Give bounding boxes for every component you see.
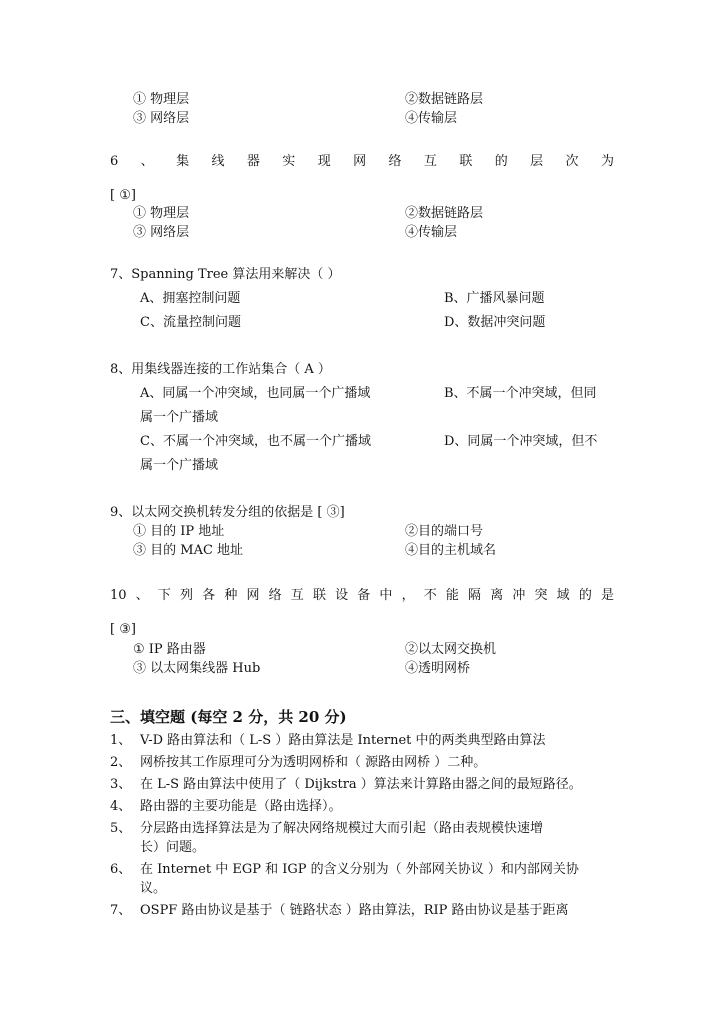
q6-stem-char: 为 bbox=[600, 154, 614, 169]
q6-stem-char: 集 bbox=[176, 154, 190, 169]
q6-option-1: ① 物理层 bbox=[133, 206, 190, 221]
q6-stem-char: 联 bbox=[459, 154, 473, 169]
q6-stem-char: 的 bbox=[494, 154, 508, 169]
q6-stem-char: 实 bbox=[282, 154, 296, 169]
q6-stem-char: 现 bbox=[317, 154, 331, 169]
q10-stem-char: 、 bbox=[135, 588, 149, 603]
q10-option-3: ③ 以太网集线器 Hub bbox=[133, 661, 261, 676]
q6-option-2: ②数据链路层 bbox=[405, 206, 484, 221]
q6-answer: [ ①] bbox=[110, 188, 136, 203]
q6-option-3: ③ 网络层 bbox=[133, 225, 190, 240]
q10-stem-char: 下 bbox=[157, 588, 171, 603]
q6-stem-char: 器 bbox=[246, 154, 260, 169]
q10-option-4: ④透明网桥 bbox=[405, 661, 471, 676]
q10-stem-char: 备 bbox=[357, 588, 371, 603]
fill-item-2-text: 网桥按其工作原理可分为透明网桥和（ 源路由网桥 ）二种。 bbox=[140, 755, 487, 770]
q8-option-b-cont: 属一个广播域 bbox=[140, 410, 219, 425]
q6-stem-char: 6 bbox=[110, 154, 119, 169]
q6-option-4: ④传输层 bbox=[405, 225, 458, 240]
q9-option-4: ④目的主机域名 bbox=[405, 543, 497, 558]
q7-option-d: D、数据冲突问题 bbox=[444, 315, 546, 330]
q7-option-a: A、拥塞控制问题 bbox=[140, 291, 241, 306]
q10-stem-char: 网 bbox=[246, 588, 260, 603]
q5-option-2: ②数据链路层 bbox=[405, 92, 484, 107]
fill-item-3-text: 在 L-S 路由算法中使用了（ Dijkstra ）算法来计算路由器之间的最短路径。 bbox=[140, 777, 582, 792]
fill-item-1-num: 1、 bbox=[110, 733, 132, 748]
q10-stem-char: 设 bbox=[335, 588, 349, 603]
q9-option-2: ②目的端口号 bbox=[405, 524, 484, 539]
q8-option-d-cont: 属一个广播域 bbox=[140, 458, 219, 473]
q10-stem-char: 种 bbox=[224, 588, 238, 603]
fill-item-5-cont: 长）问题。 bbox=[140, 840, 206, 855]
q10-answer: [ ③] bbox=[110, 622, 136, 637]
q10-stem-char: 互 bbox=[290, 588, 304, 603]
q10-option-2: ②以太网交换机 bbox=[405, 642, 497, 657]
q10-stem-char: 不 bbox=[423, 588, 437, 603]
fill-item-6-num: 6、 bbox=[110, 862, 132, 877]
section3-heading: 三、填空题 (每空 2 分，共 20 分) bbox=[110, 708, 347, 726]
fill-item-3-num: 3、 bbox=[110, 777, 132, 792]
q7-option-b: B、广播风暴问题 bbox=[444, 291, 545, 306]
q6-stem-char: 互 bbox=[423, 154, 437, 169]
q10-stem-char: 域 bbox=[556, 588, 570, 603]
q6-stem-char: 线 bbox=[211, 154, 225, 169]
q10-stem-char: 联 bbox=[312, 588, 326, 603]
q8-option-d: D、同属一个冲突域，但不 bbox=[444, 434, 598, 449]
q9-stem: 9、以太网交换机转发分组的依据是 [ ③] bbox=[110, 505, 345, 520]
fill-item-6-cont: 议。 bbox=[140, 881, 167, 896]
q5-option-4: ④传输层 bbox=[405, 111, 458, 126]
q6-stem-char: 次 bbox=[565, 154, 579, 169]
fill-item-5-text: 分层路由选择算法是为了解决网络规模过大而引起（路由表规模快速增 bbox=[140, 821, 544, 836]
q10-stem-char: 离 bbox=[490, 588, 504, 603]
q6-stem-char: 、 bbox=[140, 154, 154, 169]
q8-option-a: A、同属一个冲突域，也同属一个广播域 bbox=[140, 386, 371, 401]
fill-item-1-text: V-D 路由算法和（ L-S ）路由算法是 Internet 中的两类典型路由算法 bbox=[140, 733, 546, 748]
fill-item-2-num: 2、 bbox=[110, 755, 132, 770]
fill-item-7-text: OSPF 路由协议是基于（ 链路状态 ）路由算法，RIP 路由协议是基于距离 bbox=[140, 903, 569, 918]
q8-stem: 8、用集线器连接的工作站集合（ A ） bbox=[110, 362, 331, 377]
q8-option-c: C、不属一个冲突域，也不属一个广播域 bbox=[140, 434, 371, 449]
q6-stem-char: 层 bbox=[530, 154, 544, 169]
fill-item-6-text: 在 Internet 中 EGP 和 IGP 的含义分别为（ 外部网关协议 ）和内部网关协 bbox=[140, 862, 579, 877]
q10-stem-char: 10 bbox=[110, 588, 127, 603]
q10-stem-char: 的 bbox=[578, 588, 592, 603]
q9-option-3: ③ 目的 MAC 地址 bbox=[133, 543, 244, 558]
q5-option-1: ① 物理层 bbox=[133, 92, 190, 107]
q10-stem-char: 是 bbox=[600, 588, 614, 603]
q5-option-3: ③ 网络层 bbox=[133, 111, 190, 126]
q10-stem-char: 隔 bbox=[468, 588, 482, 603]
q10-stem-char: 中 bbox=[379, 588, 393, 603]
q7-option-c: C、流量控制问题 bbox=[140, 315, 241, 330]
q8-option-b: B、不属一个冲突域，但同 bbox=[444, 386, 597, 401]
q10-stem-char: 能 bbox=[445, 588, 459, 603]
q6-stem bbox=[110, 153, 614, 170]
q10-stem bbox=[110, 587, 614, 604]
q10-stem-char: 冲 bbox=[512, 588, 526, 603]
fill-item-7-num: 7、 bbox=[110, 903, 132, 918]
q6-stem-char: 网 bbox=[353, 154, 367, 169]
fill-item-4-text: 路由器的主要功能是（路由选择）。 bbox=[140, 799, 342, 814]
q10-option-1: ① IP 路由器 bbox=[133, 642, 206, 657]
fill-item-5-num: 5、 bbox=[110, 821, 132, 836]
q10-stem-char: 列 bbox=[180, 588, 194, 603]
q10-stem-char: 各 bbox=[202, 588, 216, 603]
q7-stem: 7、Spanning Tree 算法用来解决（ ） bbox=[110, 267, 341, 282]
fill-item-4-num: 4、 bbox=[110, 799, 132, 814]
q10-stem-char: 络 bbox=[268, 588, 282, 603]
q6-stem-char: 络 bbox=[388, 154, 402, 169]
q10-stem-char: ， bbox=[401, 588, 415, 603]
q10-stem-char: 突 bbox=[534, 588, 548, 603]
q9-option-1: ① 目的 IP 地址 bbox=[133, 524, 225, 539]
